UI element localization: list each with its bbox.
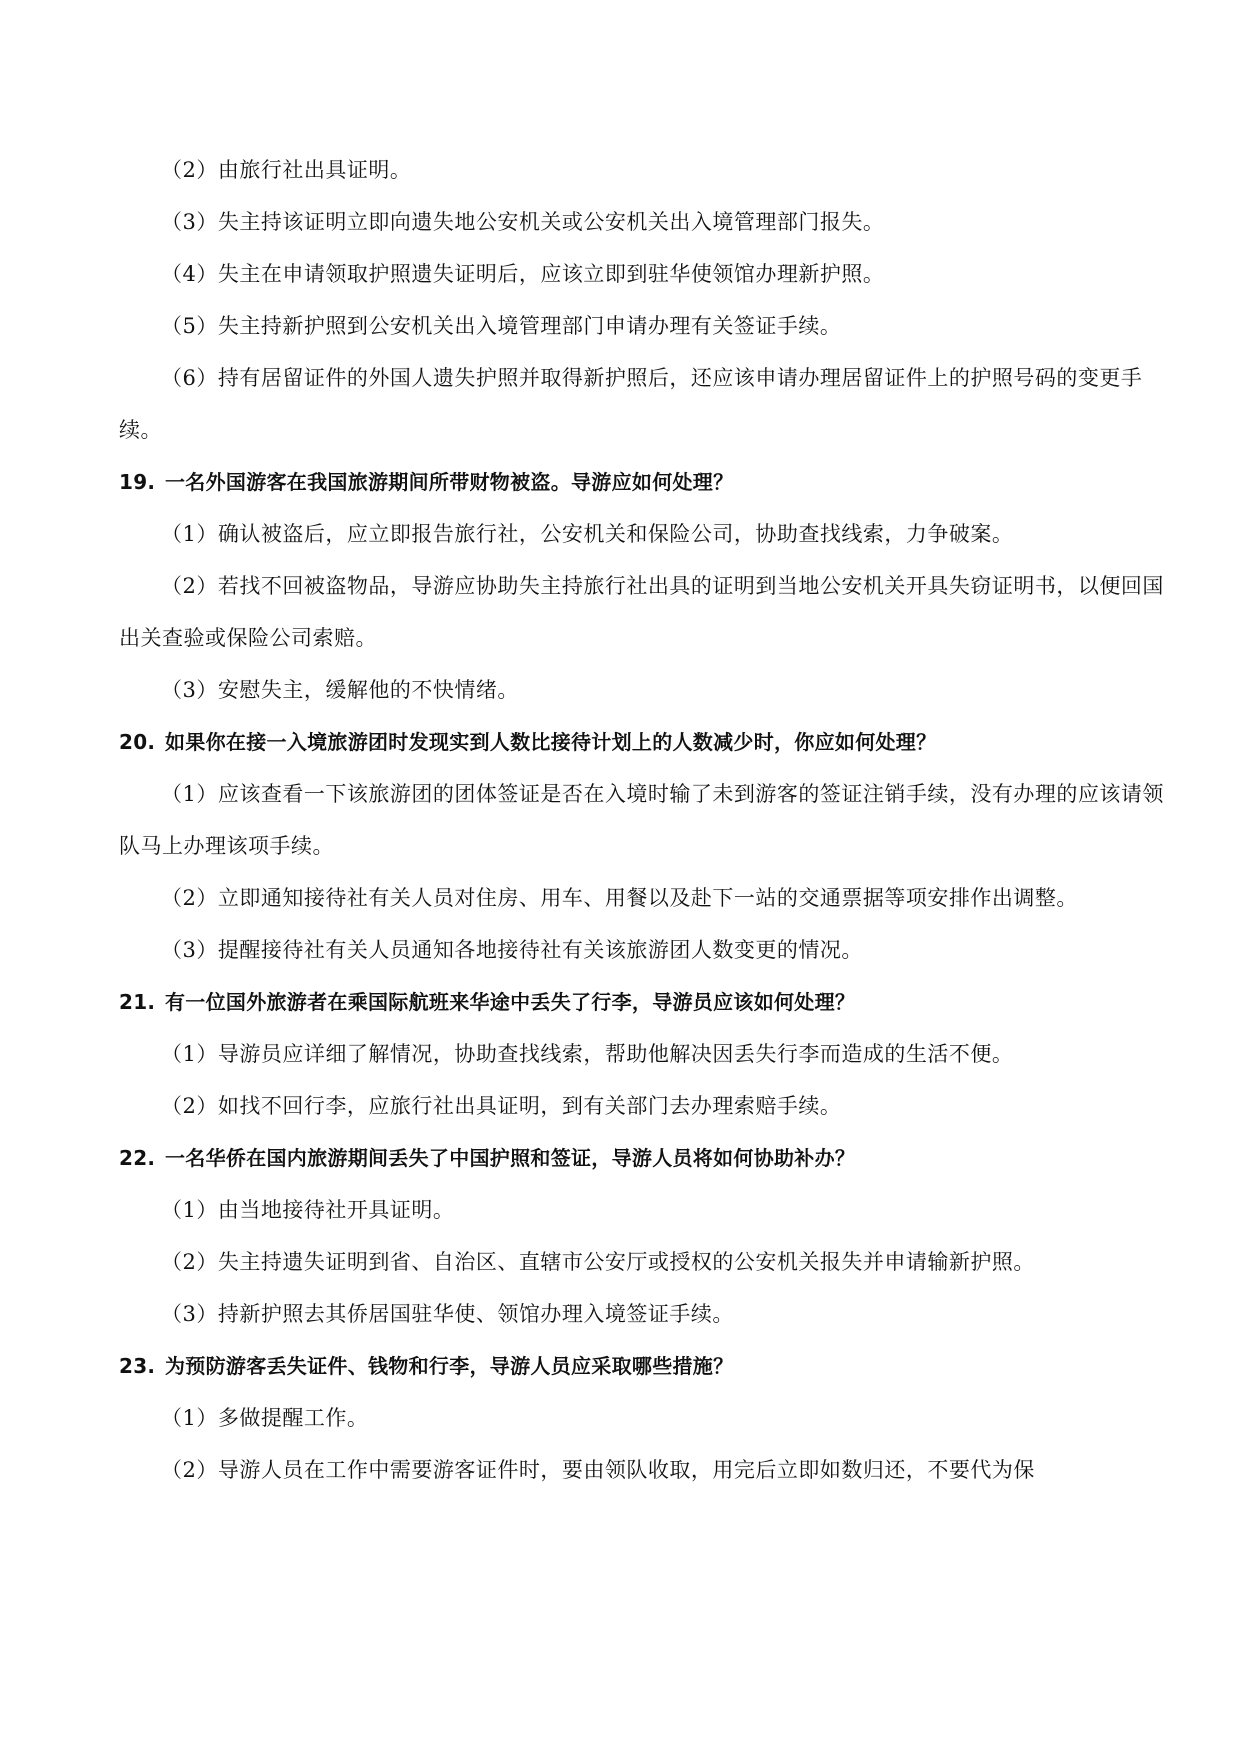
question-number: 20. <box>119 730 156 754</box>
answer-item: （1）由当地接待社开具证明。 <box>161 1198 455 1222</box>
answer-item: （2）立即通知接待社有关人员对住房、用车、用餐以及赴下一站的交通票据等项安排作出调整。 <box>161 886 1078 910</box>
question-heading <box>119 1132 1179 1184</box>
question-heading <box>119 976 1179 1028</box>
question-heading <box>119 456 1179 508</box>
question-text: 为预防游客丢失证件、钱物和行李，导游人员应采取哪些措施？ <box>165 1354 734 1378</box>
answer-item: （2）失主持遗失证明到省、自治区、直辖市公安厅或授权的公安机关报失并申请输新护照。 <box>161 1250 1035 1274</box>
answer-item: （5）失主持新护照到公安机关出入境管理部门申请办理有关签证手续。 <box>161 314 842 338</box>
answer-item: （3）失主持该证明立即向遗失地公安机关或公安机关出入境管理部门报失。 <box>161 210 885 234</box>
answer-item: （1）应该查看一下该旅游团的团体签证是否在入境时输了未到游客的签证注销手续，没有办理的应该请领队马上办理该项手续。 <box>119 782 1164 858</box>
question-number: 22. <box>119 1146 156 1170</box>
answer-item: （1）导游员应详细了解情况，协助查找线索，帮助他解决因丢失行李而造成的生活不便。 <box>161 1042 1014 1066</box>
question-number: 23. <box>119 1354 156 1378</box>
answer-item: （1）多做提醒工作。 <box>161 1406 369 1430</box>
question-text: 一名华侨在国内旅游期间丢失了中国护照和签证，导游人员将如何协助补办？ <box>165 1146 856 1170</box>
answer-item: （2）由旅行社出具证明。 <box>161 158 412 182</box>
answer-item: （6）持有居留证件的外国人遗失护照并取得新护照后，还应该申请办理居留证件上的护照号码的变更手续。 <box>119 366 1143 442</box>
document-page <box>119 144 1179 1496</box>
question-text: 如果你在接一入境旅游团时发现实到人数比接待计划上的人数减少时，你应如何处理？ <box>165 730 937 754</box>
answer-item: （1）确认被盗后，应立即报告旅行社，公安机关和保险公司，协助查找线索，力争破案。 <box>161 522 1014 546</box>
answer-item: （3）提醒接待社有关人员通知各地接待社有关该旅游团人数变更的情况。 <box>161 938 863 962</box>
question-heading <box>119 1340 1179 1392</box>
answer-item: （2）如找不回行李，应旅行社出具证明，到有关部门去办理索赔手续。 <box>161 1094 842 1118</box>
answer-item: （3）安慰失主，缓解他的不快情绪。 <box>161 678 519 702</box>
answer-item: （4）失主在申请领取护照遗失证明后，应该立即到驻华使领馆办理新护照。 <box>161 262 885 286</box>
question-text: 有一位国外旅游者在乘国际航班来华途中丢失了行李，导游员应该如何处理？ <box>165 990 856 1014</box>
question-heading <box>119 716 1179 768</box>
question-number: 21. <box>119 990 156 1014</box>
answer-item: （2）若找不回被盗物品，导游应协助失主持旅行社出具的证明到当地公安机关开具失窃证明书，以便回国出关查验或保险公司索赔。 <box>119 574 1164 650</box>
answer-item: （2）导游人员在工作中需要游客证件时，要由领队收取，用完后立即如数归还，不要代为保 <box>161 1458 1035 1482</box>
question-number: 19. <box>119 470 156 494</box>
question-text: 一名外国游客在我国旅游期间所带财物被盗。导游应如何处理？ <box>165 470 734 494</box>
answer-item: （3）持新护照去其侨居国驻华使、领馆办理入境签证手续。 <box>161 1302 734 1326</box>
